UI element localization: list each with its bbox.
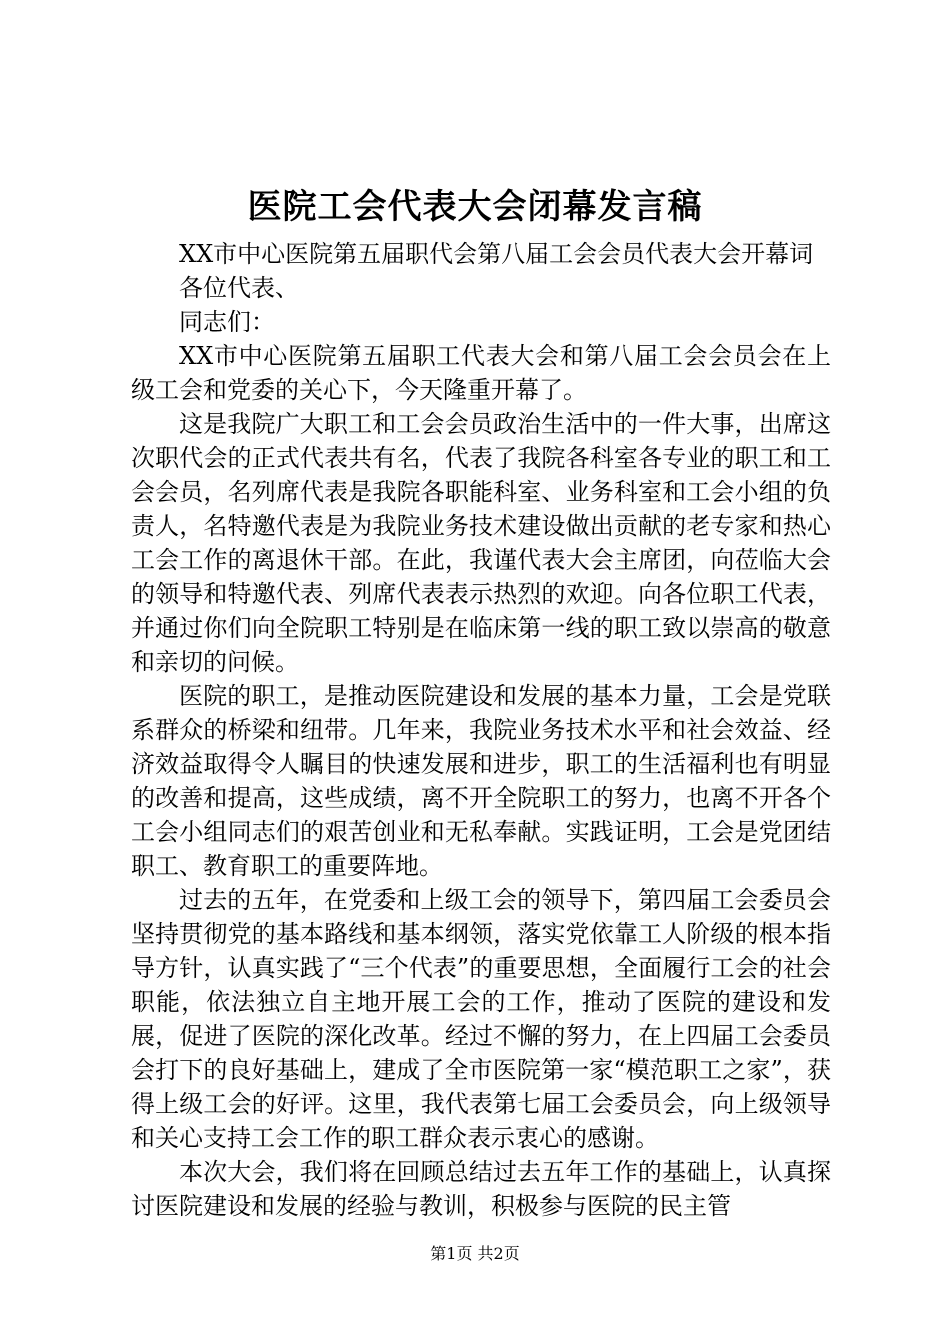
page-number-footer: 第1页 共2页: [430, 1244, 520, 1263]
body-paragraph: 医院的职工，是推动医院建设和发展的基本力量，工会是党联系群众的桥梁和纽带。几年来，我院业务技术水平和社会效益、经济效益取得令人瞩目的快速发展和进步，职工的生活福利也有明显的改善和提高，这些成绩，离不开全院职工的努力，也离不开各个工会小组同志们的艰苦创业和无私奉献。实践证明，工会是党团结职工、教育职工的重要阵地。: [131, 682, 831, 880]
body-paragraph: 这是我院广大职工和工会会员政治生活中的一件大事，出席这次职代会的正式代表共有名，代表了我院各科室各专业的职工和工会会员，名列席代表是我院各职能科室、业务科室和工会小组的负责人，名特邀代表是为我院业务技术建设做出贡献的老专家和热心工会工作的离退休干部。在此，我谨代表大会主席团，向莅临大会的领导和特邀代表、列席代表表示热烈的欢迎。向各位职工代表，并通过你们向全院职工特别是在临床第一线的职工致以崇高的敬意和亲切的问候。: [131, 410, 831, 676]
body-paragraph-salutation: 各位代表、: [179, 274, 299, 302]
document-body: [131, 237, 831, 1223]
document-title: 医院工会代表大会闭幕发言稿: [247, 187, 703, 227]
body-paragraph: XX市中心医院第五届职工代表大会和第八届工会会员会在上级工会和党委的关心下，今天隆重开幕了。: [131, 342, 831, 404]
body-paragraph: 过去的五年，在党委和上级工会的领导下，第四届工会委员会坚持贯彻党的基本路线和基本纲领，落实党依靠工人阶级的根本指导方针，认真实践了“三个代表”的重要思想，全面履行工会的社会职能，依法独立自主地开展工会的工作，推动了医院的建设和发展，促进了医院的深化改革。经过不懈的努力，在上四届工会委员会打下的良好基础上，建成了全市医院第一家“模范职工之家”，获得上级工会的好评。这里，我代表第七届工会委员会，向上级领导和关心支持工会工作的职工群众表示衷心的感谢。: [131, 886, 831, 1152]
body-paragraph: 本次大会，我们将在回顾总结过去五年工作的基础上，认真探讨医院建设和发展的经验与教训，积极参与医院的民主管: [131, 1158, 831, 1220]
body-paragraph-salutation: 同志们：: [179, 308, 275, 336]
body-paragraph-heading: XX市中心医院第五届职代会第八届工会会员代表大会开幕词: [179, 240, 814, 268]
